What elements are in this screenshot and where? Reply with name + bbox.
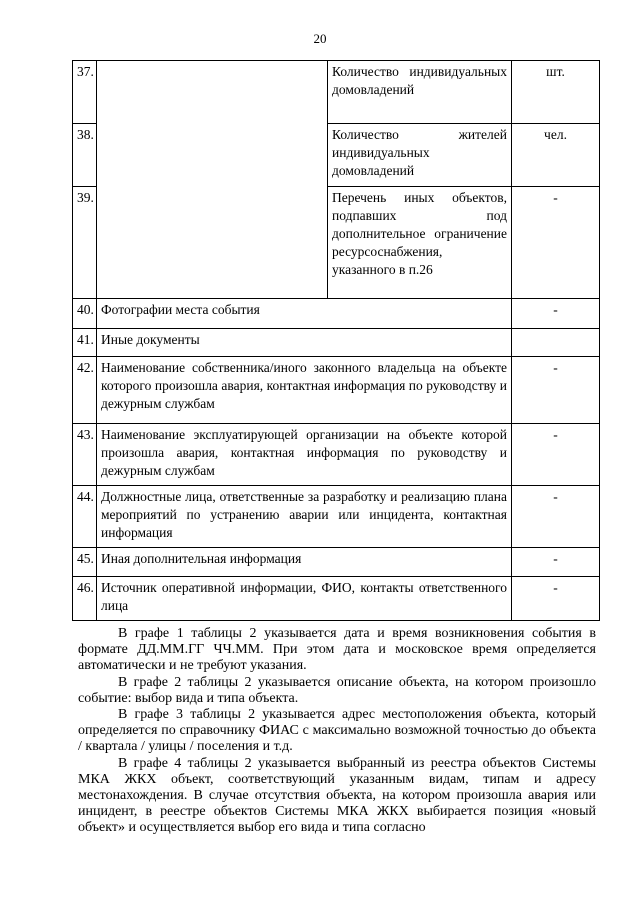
merged-description-cell — [97, 61, 328, 299]
row-number: 46. — [73, 577, 97, 621]
table-row — [73, 61, 600, 124]
unit-cell: - — [512, 357, 600, 424]
unit-cell — [512, 329, 600, 357]
table-row — [73, 299, 600, 329]
unit-cell: шт. — [512, 61, 600, 124]
row-number: 38. — [73, 124, 97, 187]
table-row — [73, 577, 600, 621]
description-cell: Иная дополнительная информация — [97, 548, 512, 577]
subitem-cell: Количество индивидуальных домовладений — [328, 61, 512, 124]
row-number: 41. — [73, 329, 97, 357]
unit-cell: - — [512, 299, 600, 329]
description-cell: Иные документы — [97, 329, 512, 357]
description-cell: Наименование эксплуатирующей организации на объекте которой произошла авария, контактная информация по руководству и дежурным службам — [97, 424, 512, 486]
paragraph: В графе 2 таблицы 2 указывается описание объекта, на котором произошло событие: выбор вида и типа объекта. — [78, 674, 596, 706]
row-number: 40. — [73, 299, 97, 329]
description-cell: Должностные лица, ответственные за разработку и реализацию плана мероприятий по устранению аварии или инцидента, контактная информация — [97, 486, 512, 548]
description-cell: Источник оперативной информации, ФИО, контакты ответственного лица — [97, 577, 512, 621]
unit-cell: - — [512, 424, 600, 486]
report-table — [72, 60, 600, 621]
table-row — [73, 548, 600, 577]
paragraph: В графе 1 таблицы 2 указывается дата и время возникновения события в формате ДД.ММ.ГГ ЧЧ.ММ. При этом дата и московское время определяется автоматически и не требуют указания. — [78, 626, 596, 674]
unit-cell: - — [512, 486, 600, 548]
table-row — [73, 329, 600, 357]
unit-cell: - — [512, 187, 600, 299]
row-number: 42. — [73, 357, 97, 424]
description-cell: Фотографии места события — [97, 299, 512, 329]
unit-cell: - — [512, 577, 600, 621]
row-number: 43. — [73, 424, 97, 486]
table-row — [73, 486, 600, 548]
description-cell: Наименование собственника/иного законного владельца на объекте которого произошла авария, контактная информация по руководству и дежурным службам — [97, 357, 512, 424]
paragraph: В графе 4 таблицы 2 указывается выбранный из реестра объектов Системы МКА ЖКХ объект, соответствующий указанным видам, типам и адресу местонахождения. В случае отсутствия объекта, на котором произошла авария или инцидент, в реестре объектов Системы МКА ЖКХ выбирается позиция «новый объект» и осуществляется выбор его вида и типа согласно — [78, 755, 596, 836]
paragraph: В графе 3 таблицы 2 указывается адрес местоположения объекта, который определяется по справочнику ФИАС с максимально возможной точностью до объекта / квартала / улицы / поселения и т.д. — [78, 707, 596, 755]
row-number: 45. — [73, 548, 97, 577]
table-row — [73, 357, 600, 424]
row-number: 37. — [73, 61, 97, 124]
body-text — [78, 626, 596, 837]
subitem-cell: Перечень иных объектов, подпавших под дополнительное ограничение ресурсоснабжения, указанного в п.26 — [328, 187, 512, 299]
page-number: 20 — [313, 31, 327, 46]
subitem-cell: Количество жителей индивидуальных домовладений — [328, 124, 512, 187]
unit-cell: чел. — [512, 124, 600, 187]
table-row — [73, 424, 600, 486]
row-number: 39. — [73, 187, 97, 299]
row-number: 44. — [73, 486, 97, 548]
unit-cell: - — [512, 548, 600, 577]
